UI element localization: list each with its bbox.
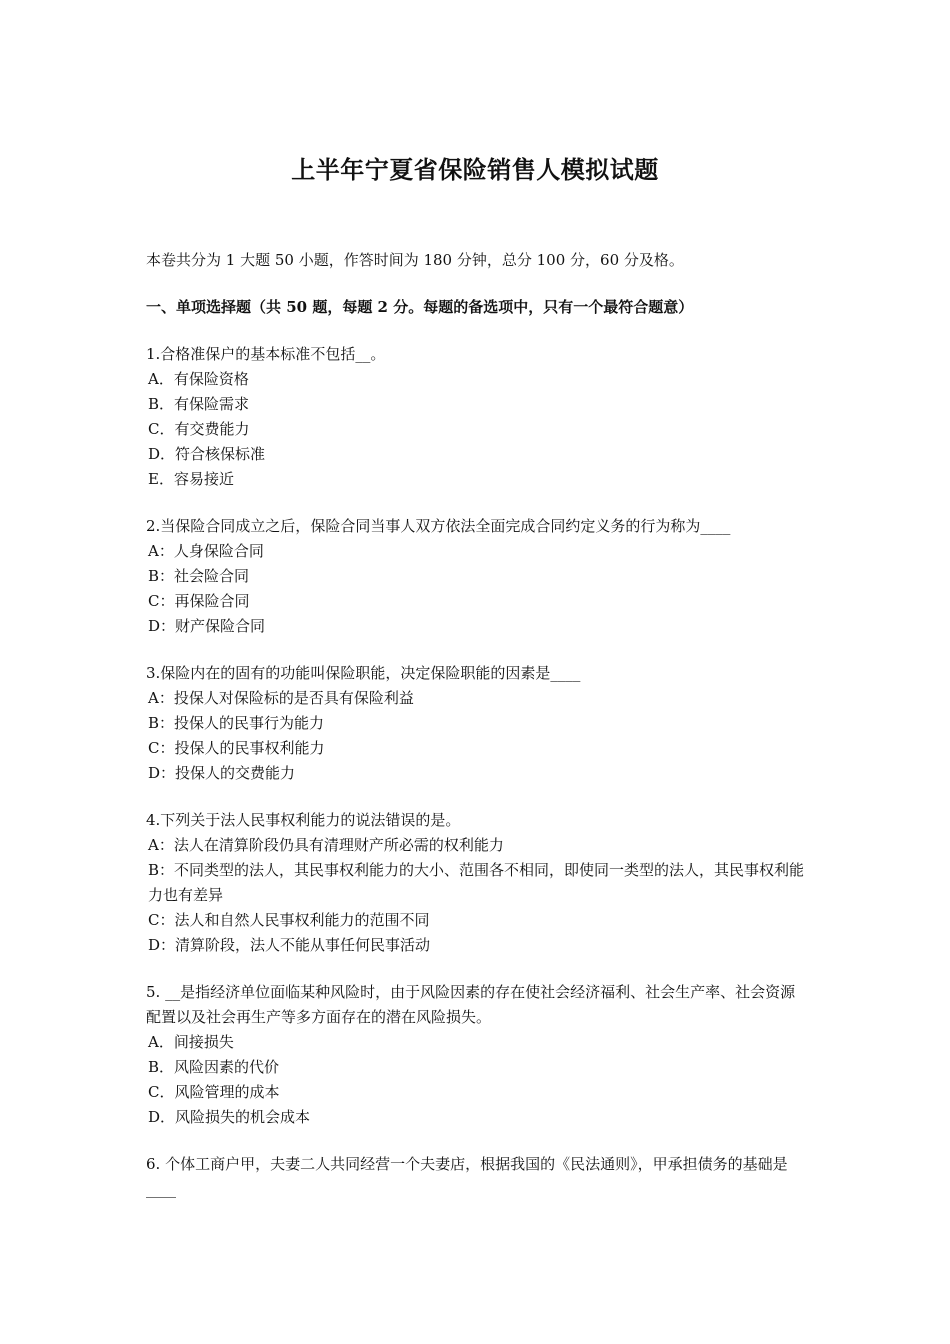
question-stem: 4.下列关于法人民事权利能力的说法错误的是。	[146, 811, 461, 829]
question-stem: 2.当保险合同成立之后，保险合同当事人双方依法全面完成合同约定义务的行为称为____	[146, 517, 731, 535]
option-a: A．有保险资格	[148, 370, 249, 388]
section-header: 一、单项选择题（共 50 题，每题 2 分。每题的备选项中，只有一个最符合题意）	[146, 298, 694, 316]
option-b: B：投保人的民事行为能力	[148, 714, 325, 732]
option-d: D：财产保险合同	[148, 617, 266, 635]
option-c: C．风险管理的成本	[148, 1083, 280, 1101]
question-3	[146, 661, 810, 786]
option-d: D．风险损失的机会成本	[148, 1108, 311, 1126]
option-a: A．间接损失	[148, 1033, 234, 1051]
question-4	[146, 808, 810, 958]
option-c: C．有交费能力	[148, 420, 250, 438]
option-c: C：再保险合同	[148, 592, 250, 610]
exam-intro: 本卷共分为 1 大题 50 小题，作答时间为 180 分钟，总分 100 分，60 分及格。	[146, 251, 684, 269]
option-d: D：清算阶段，法人不能从事任何民事活动	[148, 936, 431, 954]
question-stem: 3.保险内在的固有的功能叫保险职能，决定保险职能的因素是____	[146, 664, 581, 682]
question-stem: 6. 个体工商户甲，夫妻二人共同经营一个夫妻店，根据我国的《民法通则》，甲承担债务的基础是____	[146, 1155, 788, 1198]
page-title: 上半年宁夏省保险销售人模拟试题	[291, 155, 659, 184]
option-c: C：法人和自然人民事权利能力的范围不同	[148, 911, 430, 929]
question-stem: 5. __是指经济单位面临某种风险时，由于风险因素的存在使社会经济福利、社会生产率、社会资源配置以及社会再生产等多方面存在的潜在风险损失。	[146, 983, 796, 1026]
option-b: B：不同类型的法人，其民事权利能力的大小、范围各不相同，即使同一类型的法人，其民事权利能力也有差异	[148, 861, 805, 904]
option-a: A：法人在清算阶段仍具有清理财产所必需的权利能力	[148, 836, 504, 854]
question-6	[146, 1152, 810, 1202]
option-a: A：人身保险合同	[148, 542, 264, 560]
option-a: A：投保人对保险标的是否具有保险利益	[148, 689, 414, 707]
exam-body	[146, 248, 810, 1224]
option-d: D：投保人的交费能力	[148, 764, 296, 782]
question-1	[146, 342, 810, 492]
option-d: D．符合核保标准	[148, 445, 266, 463]
option-b: B：社会险合同	[148, 567, 250, 585]
question-2	[146, 514, 810, 639]
question-5	[146, 980, 810, 1130]
option-b: B．有保险需求	[148, 395, 250, 413]
option-e: E．容易接近	[148, 470, 234, 488]
option-b: B．风险因素的代价	[148, 1058, 280, 1076]
option-c: C：投保人的民事权利能力	[148, 739, 325, 757]
question-stem: 1.合格准保户的基本标准不包括__。	[146, 345, 386, 363]
